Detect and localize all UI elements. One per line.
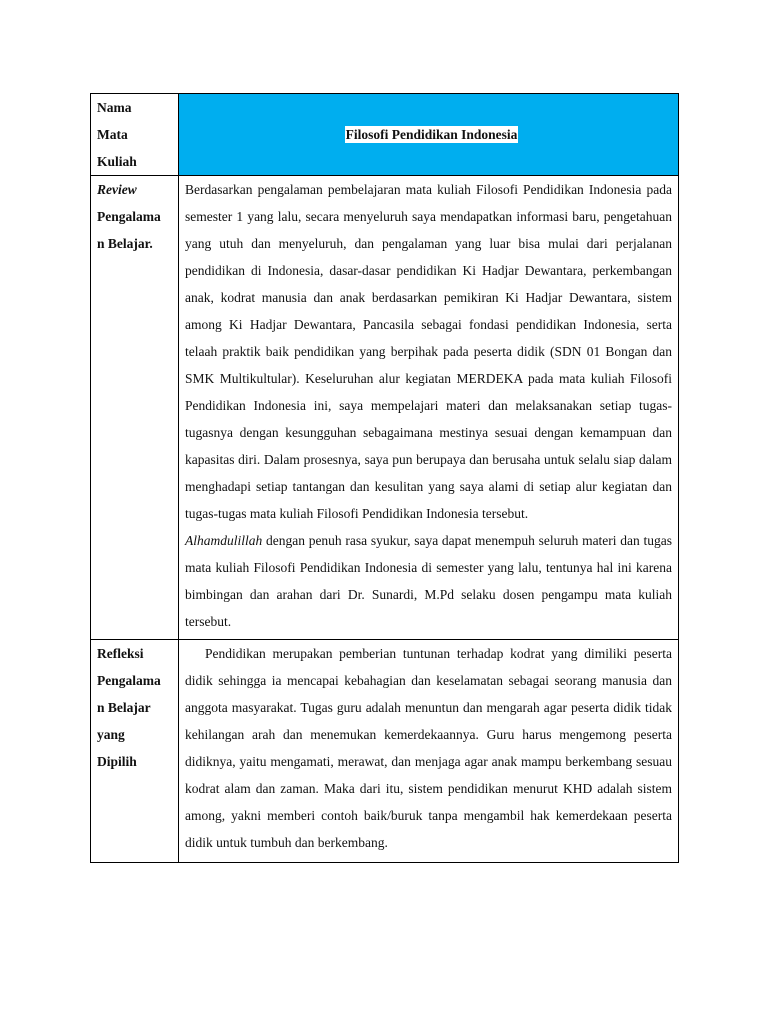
course-reflection-table xyxy=(90,93,679,863)
review-paragraph-2 xyxy=(185,527,672,635)
label-line-italic: Review xyxy=(97,182,137,197)
label-course-name xyxy=(91,94,179,176)
label-line: Pengalama xyxy=(97,209,161,224)
label-line: yang xyxy=(97,727,125,742)
label-line: Refleksi xyxy=(97,646,144,661)
label-line: Mata xyxy=(97,127,128,142)
table-row-review xyxy=(91,176,679,640)
label-line: Nama xyxy=(97,100,132,115)
review-italic-word: Alhamdulillah xyxy=(185,533,263,548)
course-title-cell xyxy=(179,94,679,176)
label-refleksi xyxy=(91,640,179,863)
review-paragraph-2-text: dengan penuh rasa syukur, saya dapat menempuh seluruh materi dan tugas mata kuliah Filosofi Pendidikan Indonesia di semester yang lalu, tentunya hal ini karena bimbingan dan arahan dari Dr. Sunardi, M.Pd selaku dosen pengampu mata kuliah tersebut. xyxy=(185,533,672,629)
table-row-refleksi xyxy=(91,640,679,863)
label-line: n Belajar. xyxy=(97,236,153,251)
review-paragraph-1: Berdasarkan pengalaman pembelajaran mata kuliah Filosofi Pendidikan Indonesia pada semester 1 yang lalu, secara menyeluruh saya mendapatkan informasi baru, pengetahuan yang utuh dan menyeluruh, dan pengalaman yang luar bisa mulai dari perjalanan pendidikan di Indonesia, dasar-dasar pendidikan Ki Hadjar Dewantara, perkembangan anak, kodrat manusia dan anak berdasarkan pemikiran Ki Hadjar Dewantara, sistem among Ki Hadjar Dewantara, Pancasila sebagai fondasi pendidikan Indonesia, serta telaah praktik baik pendidikan yang berpihak pada peserta didik (SDN 01 Bongan dan SMK Multikultular). Keseluruhan alur kegiatan MERDEKA pada mata kuliah Filosofi Pendidikan Indonesia ini, saya mempelajari materi dan melaksanakan setiap tugas-tugasnya dengan kesungguhan sebagaimana mestinya sesuai dengan kemampuan dan kapasitas diri. Dalam prosesnya, saya pun berupaya dan berusaha untuk selalu siap dalam menghadapi setiap tantangan dan kesulitan yang saya alami di setiap alur kegiatan dan tugas-tugas mata kuliah Filosofi Pendidikan Indonesia tersebut. xyxy=(185,182,672,521)
label-review xyxy=(91,176,179,640)
label-line: Dipilih xyxy=(97,754,137,769)
table-row-header xyxy=(91,94,679,176)
refleksi-content xyxy=(179,640,679,863)
course-title: Filosofi Pendidikan Indonesia xyxy=(345,126,518,142)
label-line: n Belajar xyxy=(97,700,151,715)
label-line: Pengalama xyxy=(97,673,161,688)
refleksi-paragraph: Pendidikan merupakan pemberian tuntunan terhadap kodrat yang dimiliki peserta didik sehingga ia mencapai kebahagian dan keselamatan sebagai seorang manusia dan anggota masyarakat. Tugas guru adalah menuntun dan mengarah agar peserta didik tidak kehilangan arah dan menemukan kemerdekaannya. Guru harus mengemong peserta didiknya, yaitu mengamati, merawat, dan menjaga agar anak mampu berkembang sesuau kodrat alam dan zaman. Maka dari itu, sistem pendidikan menurut KHD adalah sistem among, yakni memberi contoh baik/buruk tanpa mengambil hak kemerdekaan peserta didik untuk tumbuh dan berkembang. xyxy=(185,646,672,850)
review-content xyxy=(179,176,679,640)
label-line: Kuliah xyxy=(97,154,137,169)
